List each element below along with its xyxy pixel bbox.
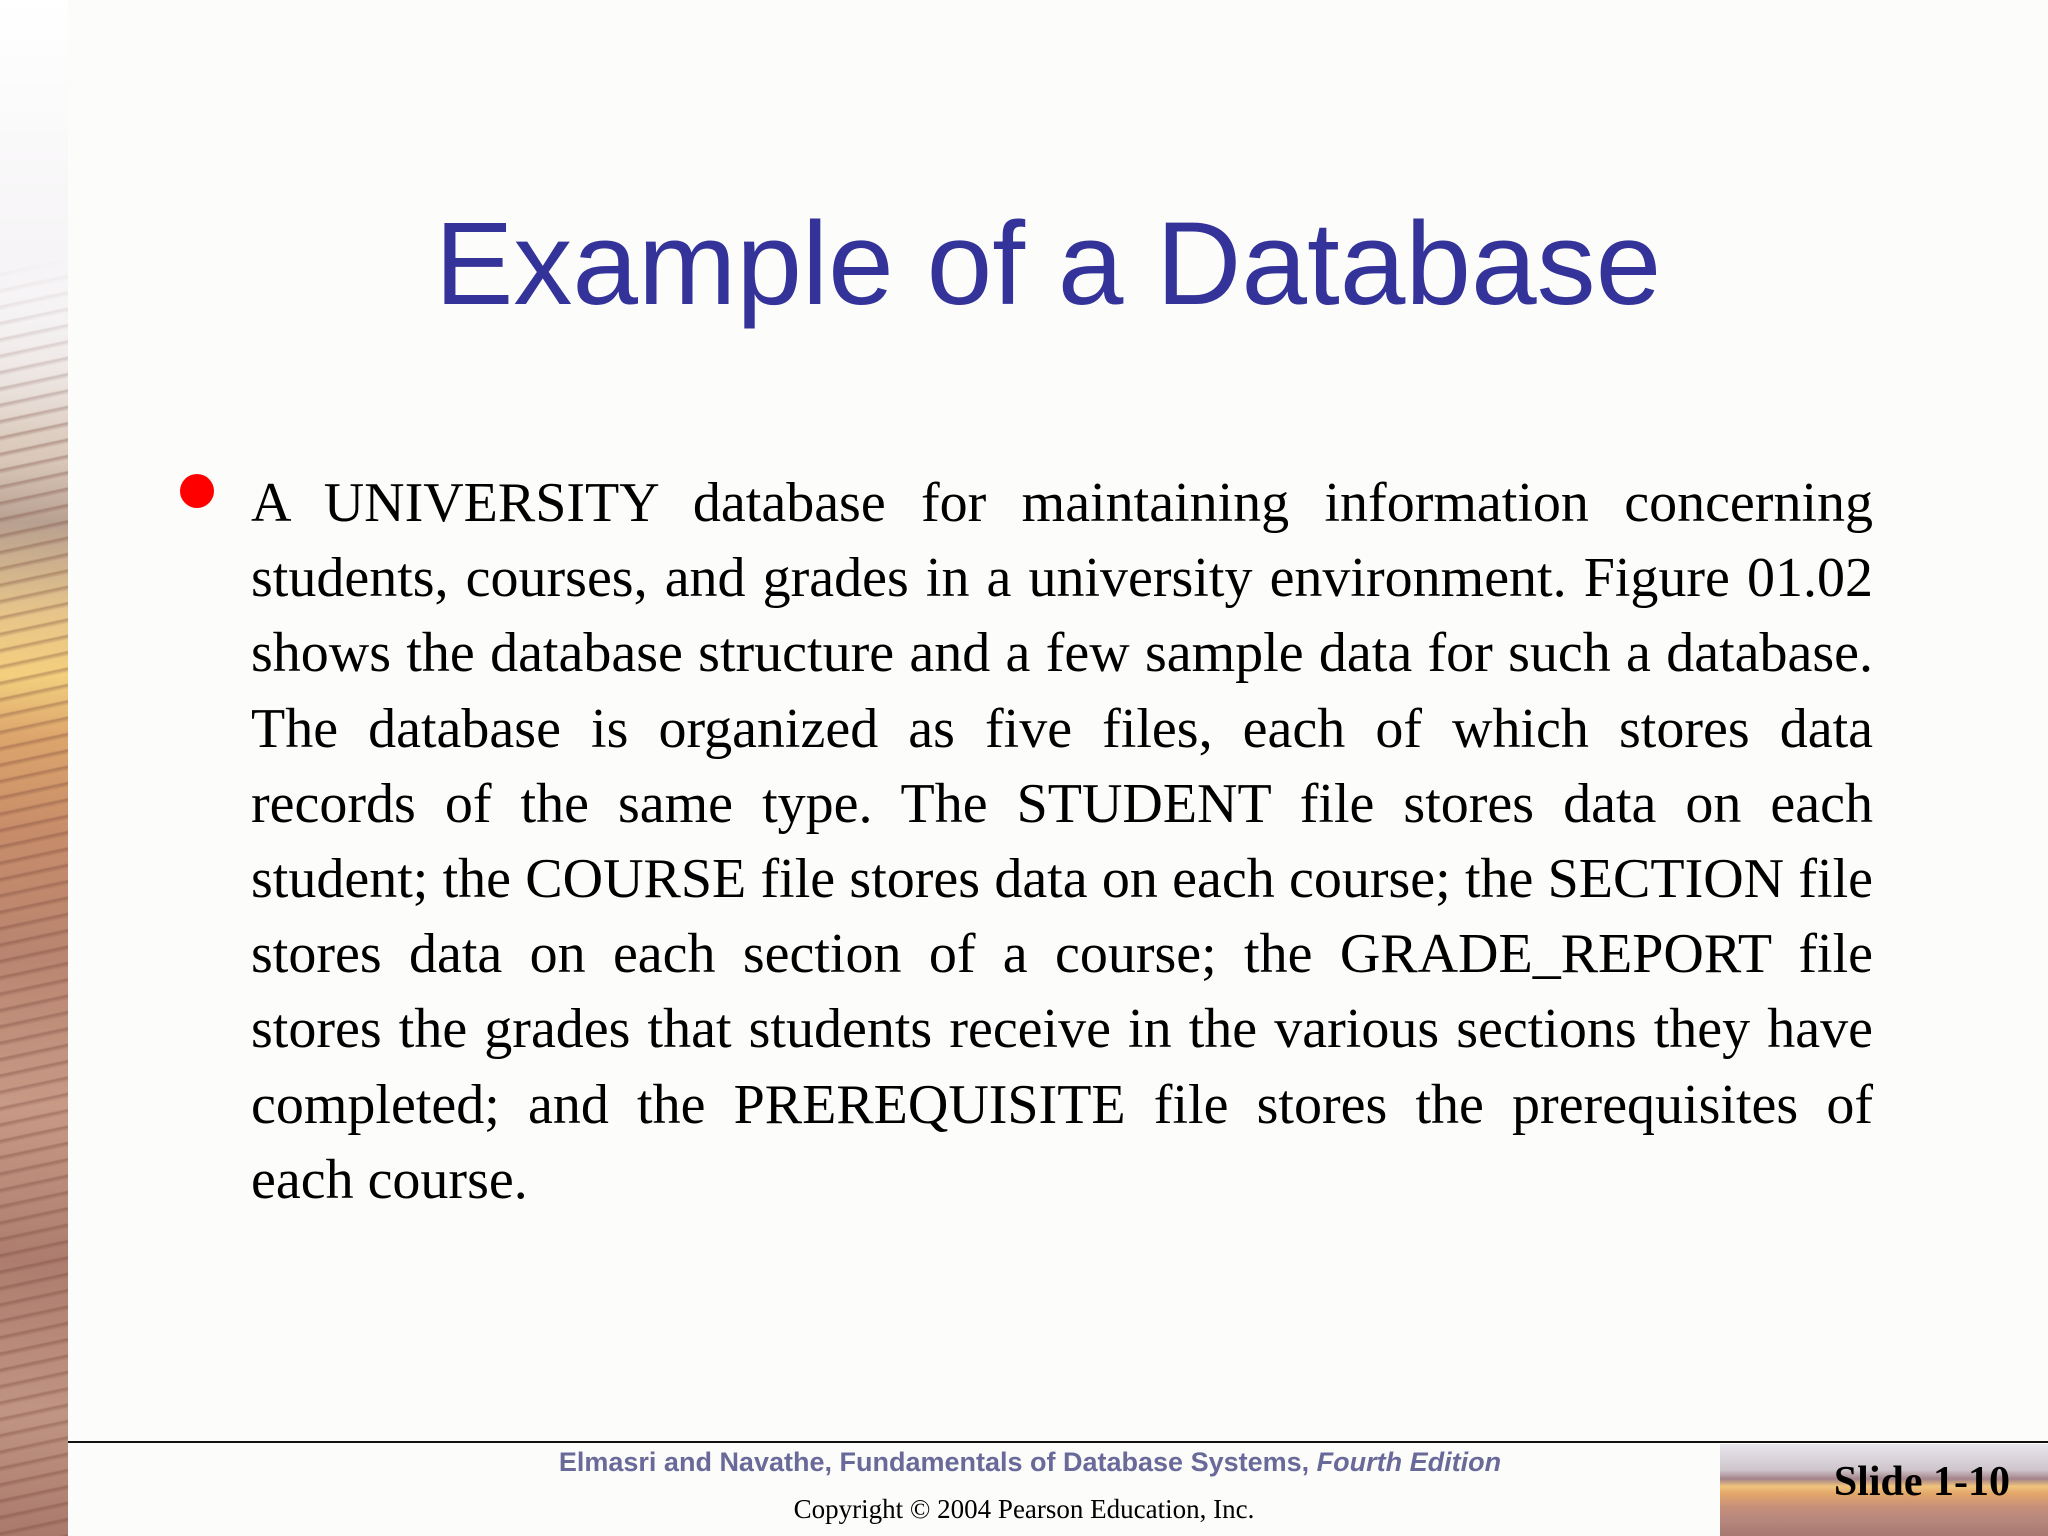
footer-credit [68,1447,1992,1478]
desert-image-sky [0,0,68,430]
bullet-paragraph: A UNIVERSITY database for maintaining information concerning students, courses, and grades in a university environment. Figure 01.02 shows the database structure and a few sample data for such a database. The database is organized as five files, each of which stores data records of the same type. The STUDENT file stores data on each student; the COURSE file stores data on each course; the SECTION file stores data on each section of a course; the GRADE_REPORT file stores the grades that students receive in the various sections they have completed; and the PREREQUISITE file stores the prerequisites of each course. [251,472,1873,1211]
footer-copyright: Copyright © 2004 Pearson Education, Inc. [793,1494,1255,1524]
slide-title-text: Example of a Database [434,198,1662,330]
bullet-dot-icon [180,474,214,508]
footer-divider [68,1441,2048,1443]
footer-credit-edition: Fourth Edition [1316,1447,1502,1477]
footer-credit-authors: Elmasri and Navathe, Fundamentals of Database Systems, [558,1447,1310,1477]
slide-number: Slide 1-10 [1833,1459,2010,1505]
slide-title [68,200,2048,330]
